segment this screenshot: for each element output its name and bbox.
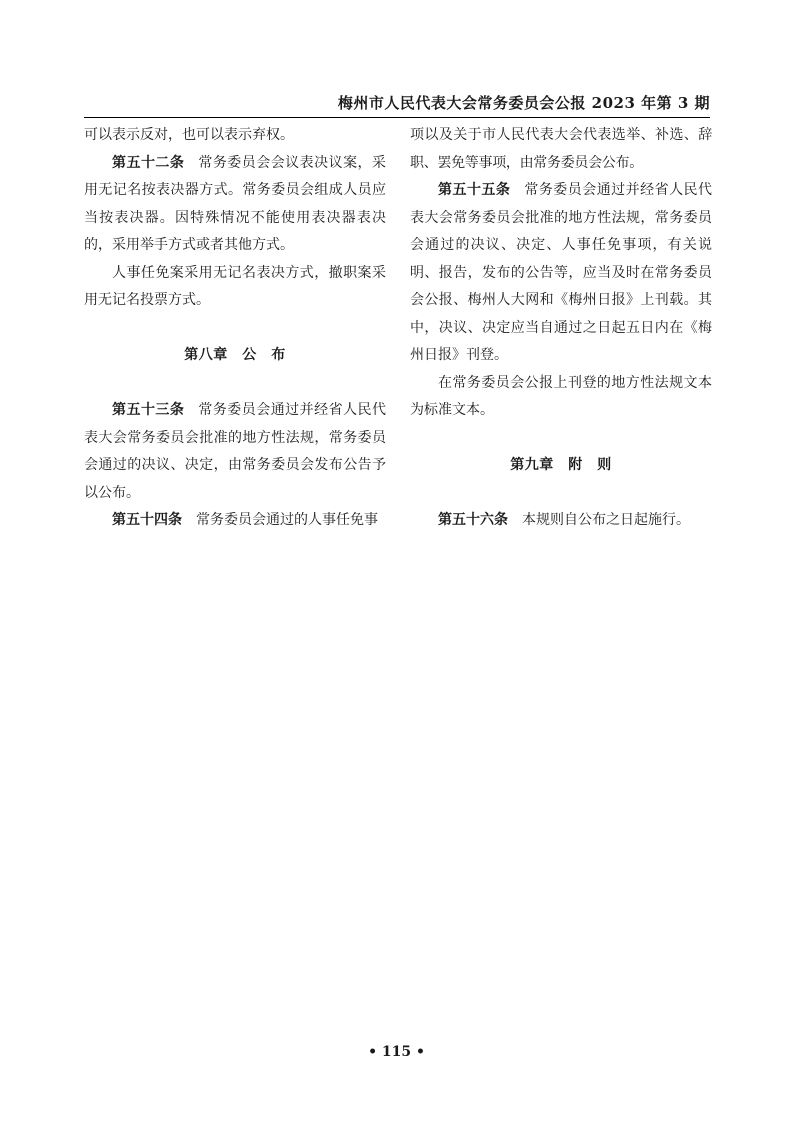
article-56-label: 第五十六条: [438, 512, 508, 528]
article-55-text: 常务委员会通过并经省人民代表大会常务委员会批准的地方性法规，常务委员会通过的决议、决定、人事任免事项，有关说明、报告，发布的公告等，应当及时在常务委员会公报、梅州人大网和《梅州日报》上刊载。其中，决议、决定应当自通过之日起五日内在《梅州日报》刊登。: [410, 182, 713, 363]
left-column: [84, 122, 386, 535]
article-55-paragraph-2: 在常务委员会公报上刊登的地方性法规文本为标准文本。: [410, 374, 712, 418]
article-52: [84, 150, 386, 260]
article-54: [84, 507, 386, 535]
article-54-continuation: 项以及关于市人民代表大会代表选举、补选、辞职、罢免等事项，由常务委员会公布。: [410, 127, 712, 171]
header-rule: [84, 117, 710, 118]
article-continuation: 可以表示反对，也可以表示弃权。: [84, 127, 294, 143]
article-55-label: 第五十五条: [438, 182, 511, 198]
article-52-text: 常务委员会会议表决议案，采用无记名按表决器方式。常务委员会组成人员应当按表决器。因特殊情况不能使用表决器表决的，采用举手方式或者其他方式。: [84, 154, 387, 253]
article-52-label: 第五十二条: [112, 154, 185, 171]
article-53: [84, 397, 386, 507]
article-56-text: 本规则自公布之日起施行。: [522, 512, 690, 528]
chapter-8-heading: 第八章 公 布: [184, 347, 286, 363]
article-55: [410, 177, 712, 370]
article-53-text: 常务委员会通过并经省人民代表大会常务委员会批准的地方性法规，常务委员会通过的决议、决定，由常务委员会发布公告予以公布。: [84, 402, 387, 501]
article-52-paragraph-2: 人事任免案采用无记名表决方式，撤职案采用无记名投票方式。: [84, 264, 386, 308]
right-column: [410, 122, 712, 535]
article-53-label: 第五十三条: [112, 402, 185, 418]
article-54-text: 常务委员会通过的人事任免事: [196, 512, 378, 528]
article-54-label: 第五十四条: [112, 512, 182, 528]
chapter-9-heading: 第九章 附 则: [510, 457, 612, 473]
article-56: [410, 507, 712, 535]
running-header: 梅州市人民代表大会常务委员会公报 2023 年第 3 期: [337, 94, 710, 112]
page-number: • 115 •: [368, 1044, 425, 1060]
